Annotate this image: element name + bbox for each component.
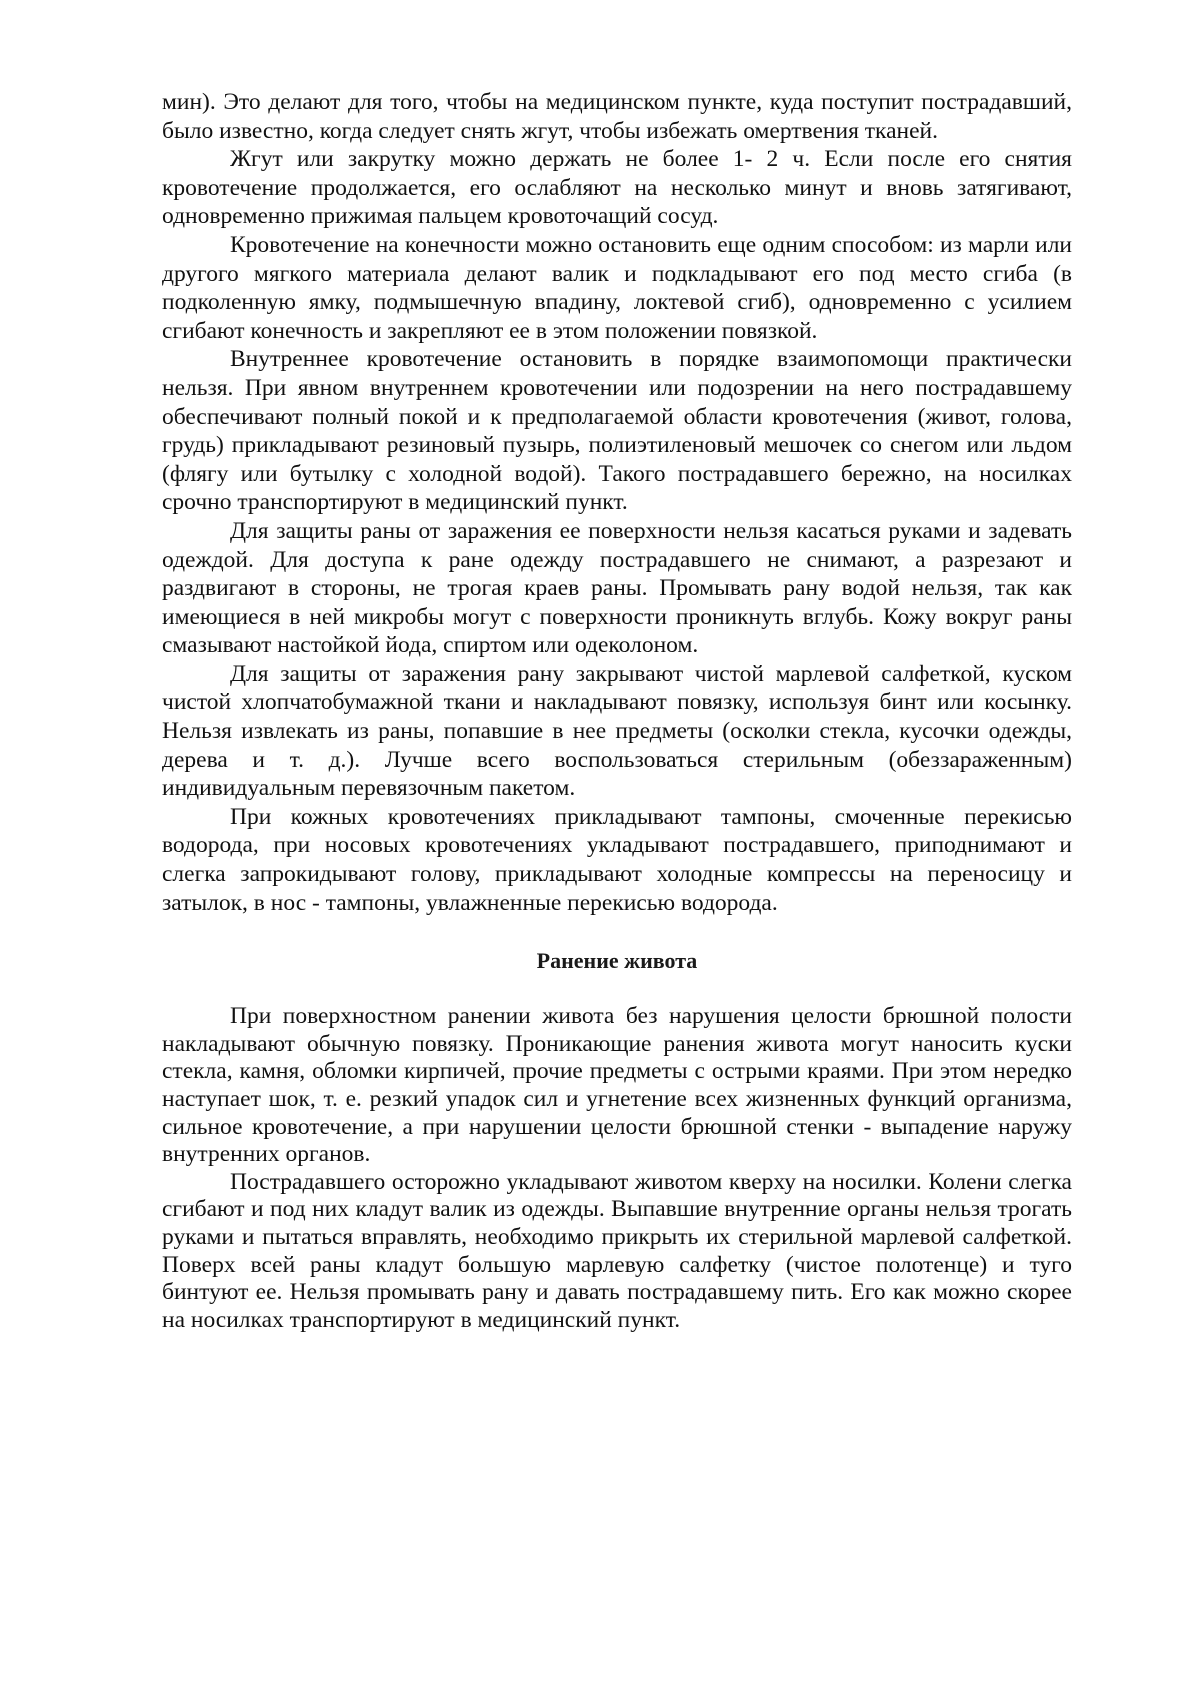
paragraph-abdominal-wound-description: При поверхностном ранении живота без нарушения целости брюшной полости накладывают обычную повязку. Проникающие ранения живота могут наносить куски стекла, камня, обломки кирпичей, прочие предметы с острыми краями. При этом нередко наступает шок, т. е. резкий упадок сил и угнетение всех жизненных функций организма, сильное кровотечение, а при нарушении целости брюшной стенки - выпадение наружу внутренних органов. [162,1003,1072,1168]
paragraph-limb-flexion-method: Кровотечение на конечности можно остановить еще одним способом: из марли или другого мягкого материала делают валик и подкладывают его под место сгиба (в подколенную ямку, подмышечную впадину, локтевой сгиб), одновременно с усилием сгибают конечность и закрепляют ее в этом положении повязкой. [162,231,1072,344]
paragraph-wound-dressing: Для защиты от заражения рану закрывают чистой марлевой салфеткой, куском чистой хлопчатобумажной ткани и накладывают повязку, используя бинт или косынку. Нельзя извлекать из раны, попавшие в нее предметы (осколки стекла, кусочки одежды, дерева и т. д.). Лучше всего воспользоваться стерильным (обеззараженным) индивидуальным перевязочным пакетом. [162,660,1072,802]
paragraph-wound-protection: Для защиты раны от заражения ее поверхности нельзя касаться руками и задевать одеждой. Для доступа к ране одежду пострадавшего не снимают, а разрезают и раздвигают в стороны, не трогая краев раны. Промывать рану водой нельзя, так как имеющиеся в ней микробы могут с поверхности проникнуть вглубь. Кожу вокруг раны смазывают настойкой йода, спиртом или одеколоном. [162,517,1072,659]
paragraph-tourniquet-note-end: мин). Это делают для того, чтобы на медицинском пункте, куда поступит пострадавший, было известно, когда следует снять жгут, чтобы избежать омертвения тканей. [162,89,1072,144]
section-heading: Ранение живота [536,948,698,974]
paragraph-skin-nose-bleeding: При кожных кровотечениях прикладывают тампоны, смоченные перекисью водорода, при носовых кровотечениях укладывают пострадавшего, приподнимают и слегка запрокидывают голову, прикладывают холодные компрессы на переносицу и затылок, в нос - тампоны, увлажненные перекисью водорода. [162,803,1072,916]
paragraph-abdominal-wound-care: Пострадавшего осторожно укладывают животом кверху на носилки. Колени слегка сгибают и под них кладут валик из одежды. Выпавшие внутренние органы нельзя трогать руками и пытаться вправлять, необходимо прикрыть их стерильной марлевой салфеткой. Поверх всей раны кладут большую марлевую салфетку (чистое полотенце) и туго бинтуют ее. Нельзя промывать рану и давать пострадавшему пить. Его как можно скорее на носилках транспортируют в медицинский пункт. [162,1168,1072,1333]
abdominal-wound-section [162,946,1072,1334]
bleeding-first-aid-section [162,88,1072,917]
paragraph-internal-bleeding: Внутреннее кровотечение остановить в порядке взаимопомощи практически нельзя. При явном внутреннем кровотечении или подозрении на него пострадавшему обеспечивают полный покой и к предполагаемой области кровотечения (живот, голова, грудь) прикладывают резиновый пузырь, полиэтиленовый мешочек со снегом или льдом (флягу или бутылку с холодной водой). Такого пострадавшего бережно, на носилках срочно транспортируют в медицинский пункт. [162,346,1072,516]
paragraph-tourniquet-duration: Жгут или закрутку можно держать не более 1- 2 ч. Если после его снятия кровотечение продолжается, его ослабляют на несколько минут и вновь затягивают, одновременно прижимая пальцем кровоточащий сосуд. [162,146,1072,230]
